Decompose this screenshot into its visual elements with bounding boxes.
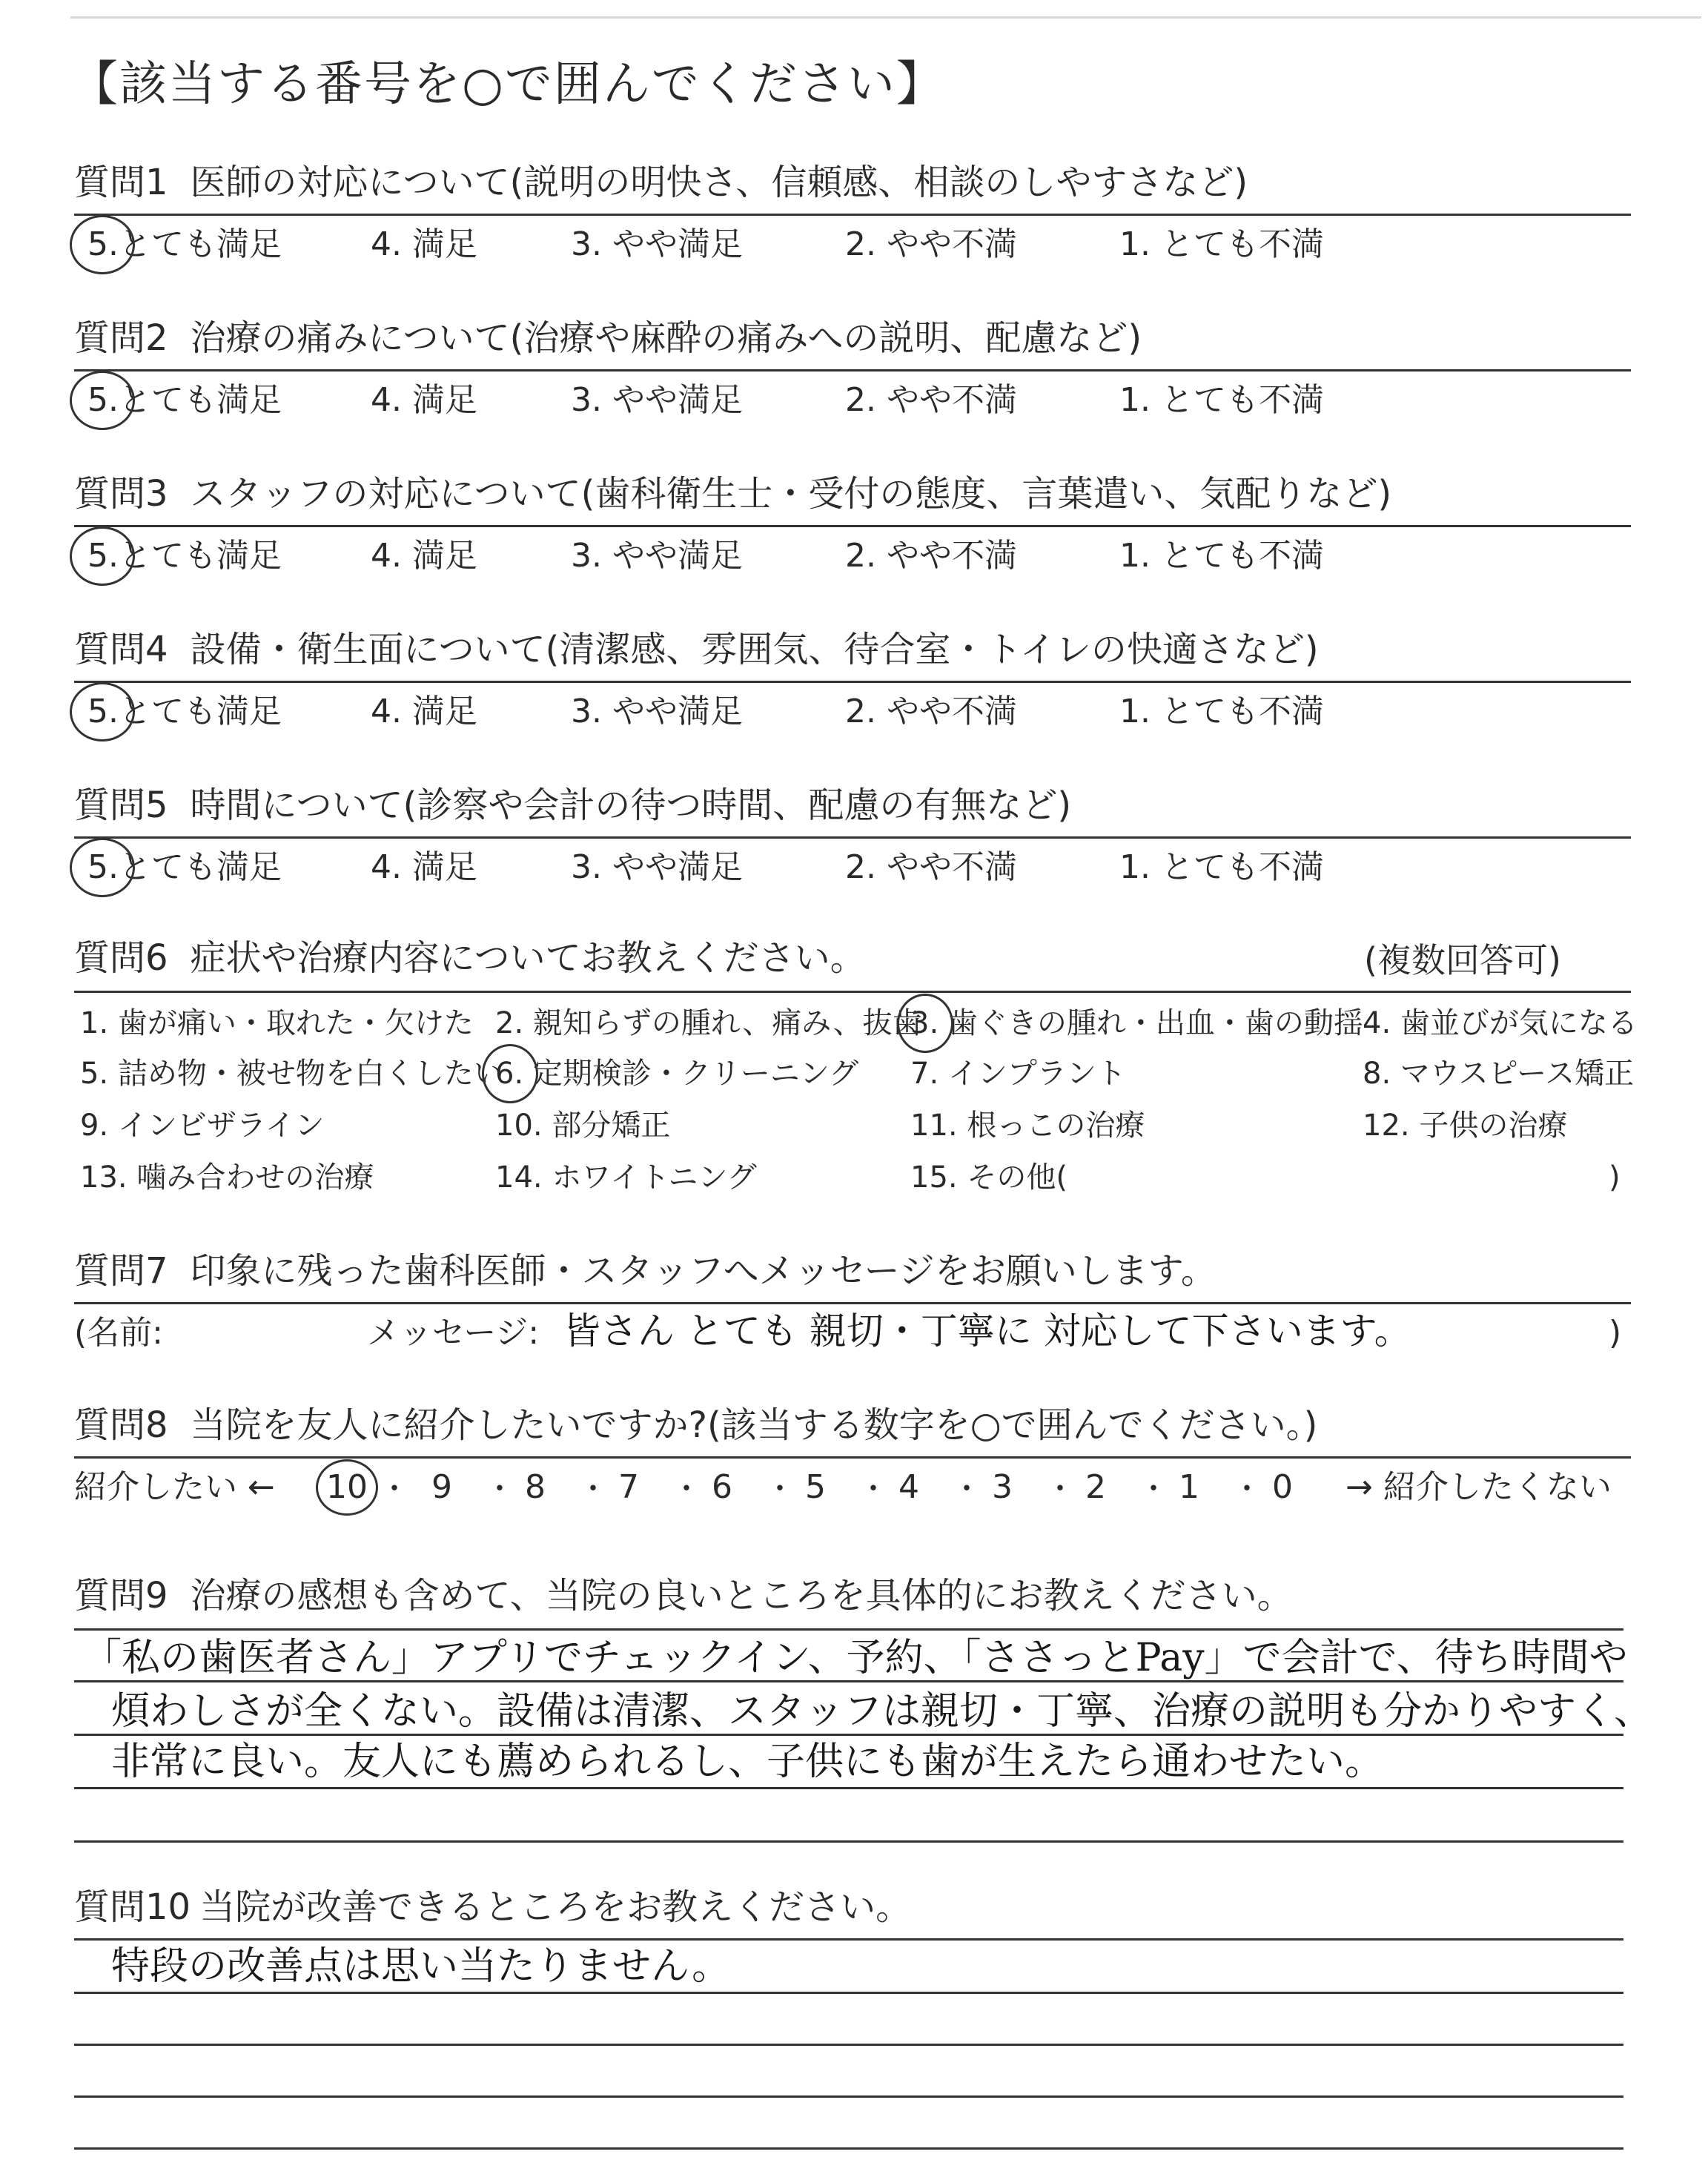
q6-option: 5. 詰め物・被せ物を白くしたい [80, 1057, 503, 1091]
question-2 [74, 317, 1142, 359]
scale-separator: ・ [485, 1472, 514, 1506]
answer-option: 4. 満足 [371, 225, 477, 263]
q10-answer-line-1: 特段の改善点は思い当たりません。 [111, 1944, 731, 1989]
question-number: 質問4 [74, 629, 168, 670]
scale-number: 4 [898, 1468, 919, 1506]
question-1-rule [74, 214, 1631, 216]
scale-separator: ・ [672, 1472, 701, 1506]
scale-number: 8 [525, 1468, 546, 1506]
question-number: 質問9 [74, 1575, 168, 1616]
name-label: (名前: [74, 1314, 163, 1352]
answer-circle-mark [70, 526, 135, 586]
q9-rule-5 [74, 1840, 1623, 1843]
question-number: 質問10 [74, 1886, 191, 1928]
recommend-left-label: 紹介したい ← [74, 1468, 275, 1506]
scale-separator: ・ [1139, 1472, 1168, 1506]
answer-circle-mark [70, 838, 135, 897]
answer-option: 2. やや不満 [845, 693, 1017, 730]
q6-option: 15. その他( [910, 1160, 1068, 1195]
scale-number: 1 [1179, 1468, 1199, 1506]
q6-option: 7. インプラント [910, 1057, 1126, 1091]
scale-selection-circle [316, 1459, 378, 1516]
q9-answer-line-3: 非常に良い。友人にも薦められるし、子供にも歯が生えたら通わせたい。 [111, 1740, 1384, 1784]
q9-answer-line-1: 「私の歯医者さん」アプリでチェックイン、予約、「ささっとPay」で会計で、待ち時間や [83, 1636, 1628, 1680]
question-text: 治療の感想も含めて、当院の良いところを具体的にお教えください。 [190, 1575, 1293, 1616]
answer-option: 1. とても不満 [1119, 693, 1324, 730]
answer-option: 4. 満足 [371, 848, 477, 886]
q6-option: 13. 噛み合わせの治療 [80, 1160, 374, 1195]
scale-separator: ・ [952, 1472, 982, 1506]
answer-option: 5.とても満足 [87, 537, 282, 575]
question-3 [74, 473, 1392, 515]
scale-number: 5 [805, 1468, 826, 1506]
answer-circle-mark [70, 371, 135, 430]
answer-option: 5.とても満足 [87, 848, 282, 886]
q6-option: 6. 定期検診・クリーニング [495, 1057, 859, 1091]
answer-option: 1. とても不満 [1119, 537, 1324, 575]
answer-option: 5.とても満足 [87, 381, 282, 419]
q6-option: 9. インビザライン [80, 1109, 325, 1143]
answer-option: 3. やや満足 [571, 848, 743, 886]
question-number: 質問1 [74, 162, 168, 203]
question-6-rule [74, 991, 1631, 993]
scale-number: 3 [992, 1468, 1013, 1506]
answer-option: 2. やや不満 [845, 225, 1017, 263]
multiple-answer-note: (複数回答可) [1364, 940, 1561, 980]
question-number: 質問7 [74, 1250, 168, 1292]
q6-selection-circle [482, 1044, 538, 1103]
answer-option: 3. やや満足 [571, 693, 743, 730]
q6-option: 1. 歯が痛い・取れた・欠けた [80, 1006, 474, 1040]
answer-option: 4. 満足 [371, 693, 477, 730]
answer-option: 3. やや満足 [571, 537, 743, 575]
question-10 [74, 1886, 912, 1928]
question-number: 質問2 [74, 317, 168, 359]
question-number: 質問8 [74, 1404, 168, 1446]
scale-number: 10 [326, 1468, 368, 1506]
question-4-rule [74, 681, 1631, 683]
answer-option: 5.とても満足 [87, 693, 282, 730]
q10-rule-4 [74, 2095, 1623, 2098]
q9-rule-2 [74, 1680, 1623, 1682]
scale-number: 2 [1085, 1468, 1106, 1506]
answer-option: 4. 満足 [371, 381, 477, 419]
q6-selection-circle [897, 994, 953, 1053]
answer-option: 3. やや満足 [571, 225, 743, 263]
scale-number: 0 [1272, 1468, 1293, 1506]
question-7-rule [74, 1302, 1631, 1304]
question-5-rule [74, 836, 1631, 839]
question-3-rule [74, 525, 1631, 527]
handwritten-message: 皆さん とても 親切・丁寧に 対応して下さいます。 [563, 1309, 1411, 1353]
answer-option: 1. とても不満 [1119, 381, 1324, 419]
q6-option: 10. 部分矯正 [495, 1109, 671, 1143]
question-number: 質問5 [74, 785, 168, 826]
question-text: 医師の対応について(説明の明快さ、信頼感、相談のしやすさなど) [190, 162, 1248, 203]
answer-circle-mark [70, 682, 135, 742]
q10-rule-1 [74, 1938, 1623, 1941]
answer-circle-mark [70, 215, 135, 274]
q6-option: ) [1609, 1160, 1621, 1195]
q9-rule-4 [74, 1787, 1623, 1789]
recommend-right-label: → 紹介したくない [1345, 1468, 1612, 1506]
scale-number: 9 [431, 1468, 452, 1506]
q10-rule-3 [74, 2044, 1623, 2046]
scale-separator: ・ [578, 1472, 608, 1506]
q9-answer-line-2: 煩わしさが全くない。設備は清潔、スタッフは親切・丁寧、治療の説明も分かりやすく、 [111, 1689, 1652, 1734]
q6-option: 14. ホワイトニング [495, 1160, 757, 1195]
answer-option: 3. やや満足 [571, 381, 743, 419]
question-9 [74, 1575, 1293, 1616]
q6-option: 12. 子供の治療 [1363, 1109, 1568, 1143]
top-rule [70, 16, 1701, 19]
question-8 [74, 1404, 1318, 1446]
question-number: 質問3 [74, 473, 168, 515]
question-text: スタッフの対応について(歯科衛生士・受付の態度、言葉遣い、気配りなど) [190, 473, 1392, 515]
question-2-rule [74, 369, 1631, 371]
answer-option: 5.とても満足 [87, 225, 282, 263]
scale-number: 7 [618, 1468, 639, 1506]
scale-separator: ・ [380, 1472, 409, 1506]
question-5 [74, 785, 1072, 826]
answer-option: 1. とても不満 [1119, 848, 1324, 886]
answer-option: 4. 満足 [371, 537, 477, 575]
question-4 [74, 629, 1319, 670]
q6-option: 4. 歯並びが気になる [1363, 1006, 1638, 1040]
question-text: 印象に残った歯科医師・スタッフへメッセージをお願いします。 [190, 1250, 1217, 1292]
question-7 [74, 1250, 1217, 1292]
q9-rule-3 [74, 1734, 1623, 1736]
question-8-rule [74, 1456, 1631, 1459]
scale-separator: ・ [765, 1472, 795, 1506]
question-text: 設備・衛生面について(清潔感、雰囲気、待合室・トイレの快適さなど) [190, 629, 1319, 670]
q9-rule-1 [74, 1628, 1623, 1631]
scale-separator: ・ [1232, 1472, 1262, 1506]
question-text: 当院が改善できるところをお教えください。 [199, 1886, 912, 1928]
scale-separator: ・ [858, 1472, 888, 1506]
question-text: 当院を友人に紹介したいですか?(該当する数字を○で囲んでください。) [190, 1404, 1318, 1446]
q6-option: 8. マウスピース矯正 [1363, 1057, 1635, 1091]
message-close-paren: ) [1609, 1314, 1622, 1352]
question-text: 治療の痛みについて(治療や麻酔の痛みへの説明、配慮など) [190, 317, 1142, 359]
message-label: メッセージ: [367, 1314, 540, 1352]
q10-rule-2 [74, 1992, 1623, 1994]
question-1 [74, 162, 1248, 203]
scale-number: 6 [712, 1468, 732, 1506]
answer-option: 1. とても不満 [1119, 225, 1324, 263]
q6-option: 2. 親知らずの腫れ、痛み、抜歯 [495, 1006, 922, 1040]
question-text: 時間について(診察や会計の待つ時間、配慮の有無など) [190, 785, 1072, 826]
q6-option: 3. 歯ぐきの腫れ・出血・歯の動揺 [910, 1006, 1363, 1040]
q6-option: 11. 根っこの治療 [910, 1109, 1145, 1143]
answer-option: 2. やや不満 [845, 537, 1017, 575]
question-text: 症状や治療内容についてお教えください。 [190, 937, 866, 979]
q10-rule-5 [74, 2147, 1623, 2150]
scale-separator: ・ [1045, 1472, 1075, 1506]
answer-option: 2. やや不満 [845, 848, 1017, 886]
form-heading: 【該当する番号を○で囲んでください】 [70, 57, 945, 112]
answer-option: 2. やや不満 [845, 381, 1017, 419]
question-number: 質問6 [74, 937, 168, 979]
question-6 [74, 937, 866, 979]
